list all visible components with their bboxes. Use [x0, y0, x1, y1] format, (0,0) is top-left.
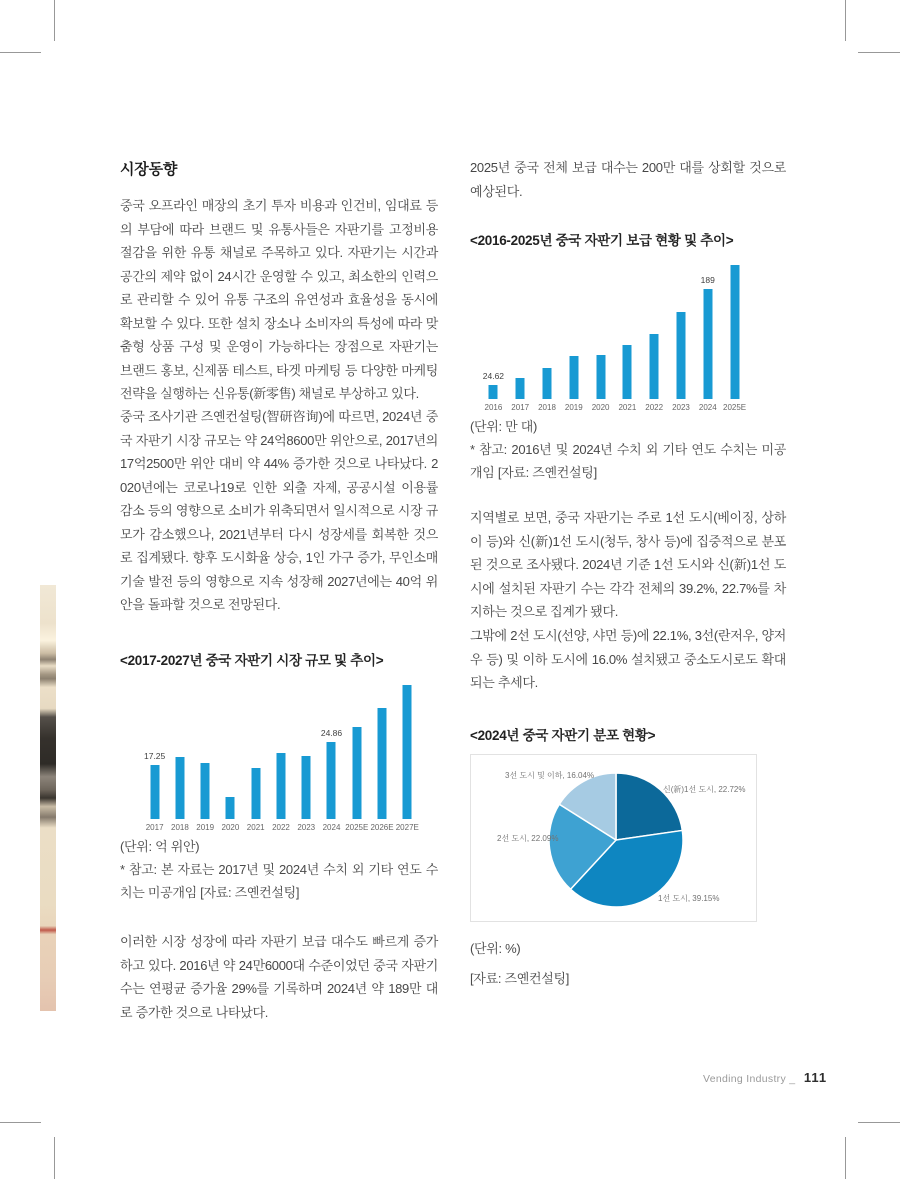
bar-slot-2025E: [721, 259, 748, 412]
x-tick-2021: 2021: [246, 823, 265, 832]
x-tick-2026E: 2026E: [370, 823, 394, 832]
chart2-title: <2016-2025년 중국 자판기 보급 현황 및 추이>: [470, 233, 734, 248]
footer-brand: Vending Industry _: [703, 1073, 796, 1085]
x-tick-2021: 2021: [618, 403, 637, 412]
bar-2022: [650, 334, 659, 399]
section-heading: 시장동향: [120, 161, 178, 178]
bar-slot-2024: [319, 679, 344, 832]
bar-2019: [201, 763, 210, 819]
paragraph-market-size: 중국 조사기관 즈옌컨설팅(智研咨询)에 따르면, 2024년 중국 자판기 시장 규모는 약 24억8600만 위안으로, 2017년의 17억2500만 위안 대비 약 44% 증가한 것으로 나타났다. 2020년에는 코로나19로 인한 외출 자제, 공공시설 이용률 감소 등의 영향으로 소비가 위축되면서 일시적으로 시장 규모가 감소했으나, 2021년부터 다시 성장세를 회복한 것으로 집계됐다. 향후 도시화율 상승, 1인 가구 증가, 무인소매 기술 발전 등의 영향으로 지속 성장해 2027년에는 40억 위안을 돌파할 것으로 전망된다.: [120, 409, 438, 612]
x-tick-2020: 2020: [591, 403, 610, 412]
crop-mark-top-left-horizontal: [0, 52, 41, 53]
chart1-note: * 참고: 본 자료는 2017년 및 2024년 수치 외 기타 연도 수치는 미공개임 [자료: 즈옌컨설팅]: [120, 862, 438, 900]
bar-2021: [623, 345, 632, 399]
bar-2024: [327, 742, 336, 819]
pie-chart-title: <2024년 중국 자판기 분포 현황>: [470, 728, 656, 743]
bar-2018: [542, 368, 551, 399]
bar-slot-2019: [193, 679, 218, 832]
bar-2027E: [403, 685, 412, 819]
x-tick-2024: 2024: [698, 403, 717, 412]
crop-mark-top-right-horizontal: [858, 52, 900, 53]
bar-2021: [251, 768, 260, 819]
crop-mark-top-left-vertical: [54, 0, 55, 41]
bar-2022: [276, 753, 285, 819]
paragraph-tier-cities: 그밖에 2선 도시(선양, 샤먼 등)에 22.1%, 3선(란저우, 양저우 등) 및 이하 도시에 16.0% 설치됐고 중소도시로도 확대되는 추세다.: [470, 628, 786, 690]
x-tick-2019: 2019: [564, 403, 583, 412]
bar-slot-2022: [268, 679, 293, 832]
left-page-photo-sliver: [40, 585, 56, 1011]
chart1-title: <2017-2027년 중국 자판기 시장 규모 및 추이>: [120, 653, 384, 668]
bar-slot-2021: [243, 679, 268, 832]
pie-label-tier1: 1선 도시, 39.15%: [658, 894, 720, 903]
bar-slot-2016: [480, 259, 507, 412]
bar-2019: [569, 356, 578, 399]
x-tick-2027E: 2027E: [395, 823, 419, 832]
x-tick-2023: 2023: [297, 823, 316, 832]
x-tick-2022: 2022: [272, 823, 290, 832]
x-tick-2017: 2017: [145, 823, 164, 832]
bar-chart-market-size: [142, 679, 420, 832]
crop-mark-top-right-vertical: [845, 0, 846, 41]
paragraph-market-overview: 중국 오프라인 매장의 초기 투자 비용과 인건비, 임대료 등의 부담에 따라 브랜드 및 유통사들은 자판기를 고정비용 절감을 위한 유통 채널로 주목하고 있다. 자판기는 시간과 공간의 제약 없이 24시간 운영할 수 있고, 최소한의 인력으로 관리할 수 있어 유통 구조의 유연성과 효율성을 동시에 확보할 수 있다. 또한 설치 장소나 소비자의 특성에 따라 맞춤형 상품 구성 및 운영이 가능하다는 장점으로 자판기는 브랜드 홍보, 신제품 테스트, 타겟 마케팅 등 다양한 마케팅 전략을 실행하는 신유통(新零售) 채널로 부상하고 있다.: [120, 198, 438, 401]
paragraph-2025-forecast: 2025년 중국 전체 보급 대수는 200만 대를 상회할 것으로 예상된다.: [470, 160, 786, 199]
bar-2026E: [378, 708, 387, 819]
pie-label-tier2: 2선 도시, 22.09%: [497, 834, 559, 843]
paragraph-unit-growth: 이러한 시장 성장에 따라 자판기 보급 대수도 빠르게 증가하고 있다. 2016년 약 24만6000대 수준이었던 중국 자판기 수는 연평균 증가율 29%를 기록하며 2024년 약 189만 대로 증가한 것으로 나타났다.: [120, 934, 438, 1020]
pie-label-new-tier1: 신(新)1선 도시, 22.72%: [663, 785, 746, 794]
pie-chart-distribution: [470, 754, 757, 922]
bar-slot-2021: [614, 259, 641, 412]
footer-page-number: 111: [803, 1070, 828, 1085]
bar-slot-2027E: [395, 679, 420, 832]
bar-2023: [676, 312, 685, 399]
bar-2025E: [730, 265, 739, 399]
x-tick-2017: 2017: [511, 403, 530, 412]
bar-2025E: [352, 727, 361, 819]
chart1-unit-caption: (단위: 억 위안): [120, 839, 200, 854]
bar-slot-2017: [142, 679, 167, 832]
bar-2020: [226, 797, 235, 819]
bar-slot-2020: [218, 679, 243, 832]
bar-slot-2018: [167, 679, 192, 832]
crop-mark-bottom-right-vertical: [845, 1137, 846, 1179]
bar-2017: [150, 765, 159, 819]
page-footer: [703, 1069, 827, 1087]
bar-2018: [175, 757, 184, 819]
x-tick-2025E: 2025E: [345, 823, 369, 832]
x-tick-2018: 2018: [538, 403, 556, 412]
pie-unit-caption: (단위: %): [470, 941, 521, 956]
bar-slot-2024: [694, 259, 721, 412]
paragraph-regional-distribution: 지역별로 보면, 중국 자판기는 주로 1선 도시(베이징, 상하이 등)와 신(新)1선 도시(청두, 창사 등)에 집중적으로 분포된 것으로 조사됐다. 2024년 기준 1선 도시와 신(新)1선 도시에 설치된 자판기 수는 각각 전체의 39.2%, 22.7%를 차지하는 것으로 집계가 됐다.: [470, 510, 786, 619]
bar-slot-2025E: [344, 679, 369, 832]
bar-2017: [516, 378, 525, 399]
bar-slot-2018: [534, 259, 561, 412]
x-tick-2016: 2016: [484, 403, 503, 412]
x-tick-2024: 2024: [322, 823, 341, 832]
x-tick-2022: 2022: [645, 403, 664, 412]
bar-2016: [489, 385, 498, 399]
bar-value-label-2024: 24.86: [320, 728, 343, 738]
bar-slot-2017: [507, 259, 534, 412]
bar-slot-2026E: [369, 679, 394, 832]
x-tick-2023: 2023: [672, 403, 690, 412]
crop-mark-bottom-left-vertical: [54, 1137, 55, 1179]
bar-value-label-2016: 24.62: [482, 371, 505, 381]
bar-2023: [302, 756, 311, 819]
bar-2020: [596, 355, 605, 399]
pie-source: [자료: 즈옌컨설팅]: [470, 971, 570, 986]
x-tick-2019: 2019: [196, 823, 215, 832]
chart2-note: * 참고: 2016년 및 2024년 수치 외 기타 연도 수치는 미공개임 [자료: 즈옌컨설팅]: [470, 442, 786, 480]
crop-mark-bottom-left-horizontal: [0, 1122, 41, 1123]
x-tick-2020: 2020: [221, 823, 240, 832]
chart2-unit-caption: (단위: 만 대): [470, 419, 538, 434]
bar-chart-unit-count: [480, 259, 748, 412]
bar-value-label-2024: 189: [700, 275, 715, 285]
bar-value-label-2017: 17.25: [143, 751, 166, 761]
x-tick-2018: 2018: [171, 823, 189, 832]
bar-slot-2020: [587, 259, 614, 412]
bar-2024: [703, 289, 712, 399]
bar-slot-2023: [294, 679, 319, 832]
pie-label-tier3: 3선 도시 및 이하, 16.04%: [505, 771, 595, 780]
x-tick-2025E: 2025E: [723, 403, 747, 412]
bar-slot-2019: [560, 259, 587, 412]
bar-slot-2022: [641, 259, 668, 412]
crop-mark-bottom-right-horizontal: [858, 1122, 900, 1123]
